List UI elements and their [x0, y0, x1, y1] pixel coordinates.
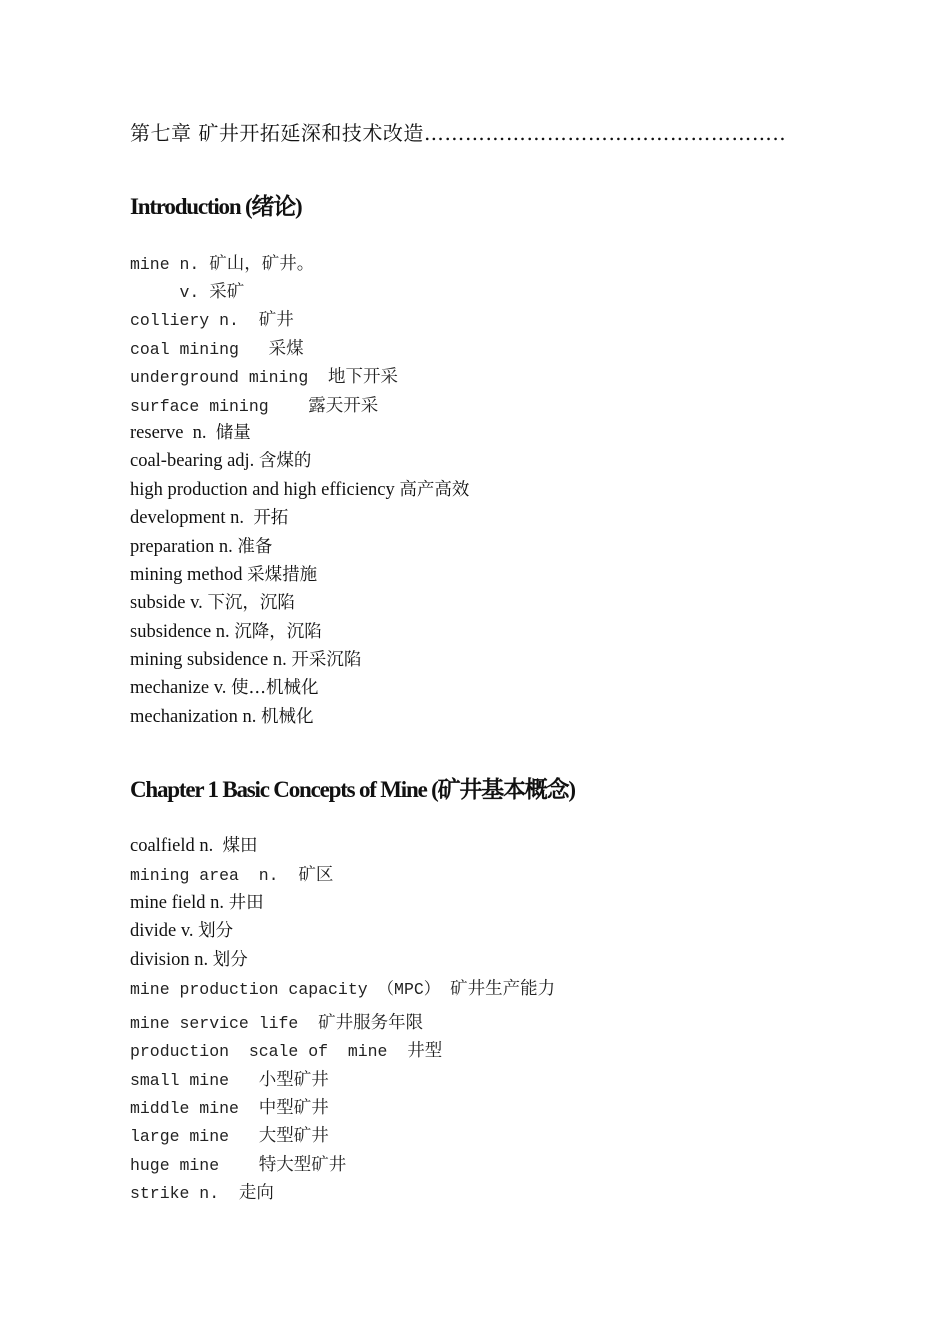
- term-entry: [130, 447, 311, 472]
- term-chinese: 含煤的: [258, 451, 312, 471]
- term-entry: [130, 335, 304, 360]
- term-entry: [130, 589, 295, 614]
- term-english: colliery n.: [130, 311, 259, 330]
- term-english: surface mining: [130, 397, 309, 416]
- term-english: coal mining: [130, 340, 269, 359]
- term-chinese: 井田: [228, 893, 264, 913]
- toc-entry: 第七章 矿井开拓延深和技术改造……………………………………………..: [130, 121, 787, 145]
- term-chinese: 小型矿井: [258, 1070, 329, 1090]
- term-chinese: 矿井: [258, 310, 294, 330]
- term-chinese: 储量: [215, 423, 251, 443]
- term-english: mine n.: [130, 255, 210, 274]
- term-chinese: 井型: [407, 1041, 443, 1061]
- term-entry: [130, 1122, 329, 1147]
- term-entry: [130, 533, 272, 558]
- term-entry: [130, 419, 251, 444]
- section-heading-introduction: Introduction (绪论): [130, 194, 302, 219]
- term-english: coal-bearing adj.: [130, 451, 259, 471]
- term-entry: [130, 1094, 329, 1119]
- term-entry: [130, 278, 244, 303]
- term-entry: [130, 306, 294, 331]
- term-chinese: 开采沉陷: [291, 650, 362, 670]
- term-english: mining area n.: [130, 866, 299, 885]
- term-english: small mine: [130, 1071, 259, 1090]
- term-english: mechanize v.: [130, 678, 232, 698]
- term-english: mining subsidence n.: [130, 650, 292, 670]
- term-chinese: 下沉，沉陷: [207, 593, 295, 613]
- term-chinese: 矿井服务年限: [318, 1013, 424, 1033]
- term-english: subside v.: [130, 593, 208, 613]
- term-english: subsidence n.: [130, 622, 235, 642]
- term-english: mining method: [130, 565, 248, 585]
- term-english: mine field n.: [130, 893, 229, 913]
- term-entry: [130, 917, 233, 942]
- term-english: high production and high efficiency: [130, 480, 400, 500]
- term-english: middle mine: [130, 1099, 259, 1118]
- term-english: mine service life: [130, 1014, 319, 1033]
- term-entry: [130, 1151, 346, 1176]
- term-english: mine production capacity （MPC）: [130, 980, 451, 999]
- term-chinese: 机械化: [261, 707, 314, 727]
- term-entry: [130, 618, 322, 643]
- term-entry: [130, 363, 398, 388]
- term-entry: [130, 1066, 329, 1091]
- term-english: reserve n.: [130, 423, 216, 443]
- term-chinese: 采矿: [209, 282, 245, 302]
- term-entry: [130, 889, 264, 914]
- term-entry: [130, 476, 469, 501]
- term-english: coalfield n.: [130, 836, 223, 856]
- term-entry: [130, 561, 317, 586]
- term-entry: [130, 946, 248, 971]
- term-entry: [130, 674, 319, 699]
- term-chinese: 高产高效: [399, 480, 470, 500]
- term-entry: [130, 703, 314, 728]
- term-chinese: 沉降，沉陷: [234, 622, 322, 642]
- term-entry: [130, 975, 555, 1000]
- term-entry: [130, 646, 361, 671]
- term-chinese: 走向: [238, 1183, 274, 1203]
- term-english: underground mining: [130, 368, 329, 387]
- term-chinese: 地下开采: [328, 367, 399, 387]
- term-chinese: 煤田: [222, 836, 258, 856]
- term-chinese: 大型矿井: [258, 1126, 329, 1146]
- term-chinese: 准备: [237, 537, 273, 557]
- term-chinese: 矿区: [298, 865, 334, 885]
- term-english: divide v.: [130, 921, 199, 941]
- term-english: development n.: [130, 508, 254, 528]
- term-entry: [130, 504, 288, 529]
- term-english: preparation n.: [130, 537, 238, 557]
- term-english: large mine: [130, 1127, 259, 1146]
- term-entry: [130, 392, 378, 417]
- term-english: division n.: [130, 950, 213, 970]
- term-entry: [130, 861, 333, 886]
- term-chinese: 划分: [212, 950, 248, 970]
- term-chinese: 矿山，矿井。: [209, 254, 315, 274]
- term-chinese: 采煤: [268, 339, 304, 359]
- term-chinese: 使…机械化: [231, 678, 319, 698]
- term-english: strike n.: [130, 1184, 239, 1203]
- term-english: huge mine: [130, 1156, 259, 1175]
- term-entry: [130, 1037, 442, 1062]
- term-english: production scale of mine: [130, 1042, 408, 1061]
- term-english: v.: [130, 283, 210, 302]
- section-heading-chapter-1: Chapter 1 Basic Concepts of Mine (矿井基本概念): [130, 777, 575, 802]
- term-chinese: 中型矿井: [258, 1098, 329, 1118]
- term-chinese: 划分: [198, 921, 234, 941]
- term-english: mechanization n.: [130, 707, 261, 727]
- term-chinese: 特大型矿井: [258, 1155, 347, 1175]
- term-entry: [130, 832, 257, 857]
- term-chinese: 矿井生产能力: [450, 979, 556, 999]
- term-entry: [130, 1009, 423, 1034]
- term-entry: [130, 1179, 274, 1204]
- term-entry: [130, 250, 314, 275]
- term-chinese: 露天开采: [308, 396, 379, 416]
- term-chinese: 采煤措施: [247, 565, 318, 585]
- term-chinese: 开拓: [253, 508, 289, 528]
